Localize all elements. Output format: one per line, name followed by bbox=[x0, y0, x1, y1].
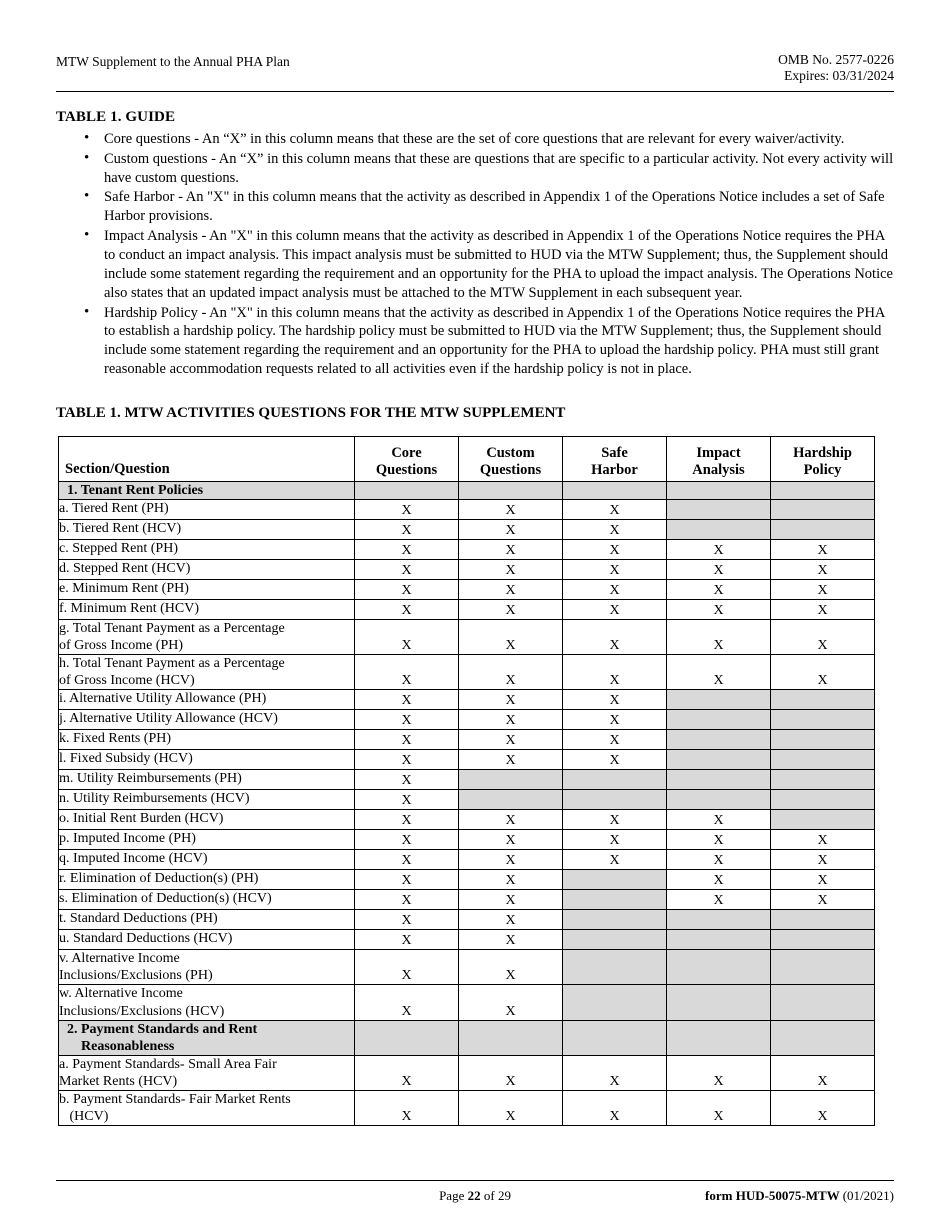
cell-mark: X bbox=[563, 750, 667, 770]
cell-mark: X bbox=[667, 579, 771, 599]
cell-mark: X bbox=[563, 690, 667, 710]
cell-mark: X bbox=[771, 870, 875, 890]
section-blank-cell bbox=[563, 481, 667, 499]
row-label bbox=[59, 655, 355, 690]
row-label: q. Imputed Income (HCV) bbox=[59, 850, 355, 870]
row-label-line1: g. Total Tenant Payment as a Percentage bbox=[59, 620, 285, 636]
cell-mark bbox=[771, 499, 875, 519]
cell-mark bbox=[771, 730, 875, 750]
column-header-custom-questions bbox=[459, 436, 563, 481]
cell-mark: X bbox=[459, 730, 563, 750]
section-blank-cell bbox=[459, 481, 563, 499]
table-row bbox=[59, 910, 875, 930]
cell-mark: X bbox=[355, 599, 459, 619]
row-label-line2: of Gross Income (PH) bbox=[59, 638, 184, 654]
cell-mark bbox=[771, 770, 875, 790]
cell-mark: X bbox=[771, 1090, 875, 1125]
cell-mark bbox=[771, 985, 875, 1020]
cell-mark: X bbox=[355, 870, 459, 890]
section-label bbox=[59, 1020, 355, 1055]
row-label: d. Stepped Rent (HCV) bbox=[59, 559, 355, 579]
cell-mark: X bbox=[355, 790, 459, 810]
row-label: b. Tiered Rent (HCV) bbox=[59, 519, 355, 539]
cell-mark: X bbox=[355, 710, 459, 730]
cell-mark: X bbox=[771, 579, 875, 599]
cell-mark: X bbox=[563, 619, 667, 654]
page-number-middle: of bbox=[480, 1188, 498, 1203]
omb-number: OMB No. 2577-0226 bbox=[778, 52, 894, 67]
table-row bbox=[59, 985, 875, 1020]
cell-mark bbox=[459, 770, 563, 790]
cell-mark: X bbox=[667, 830, 771, 850]
cell-mark: X bbox=[355, 579, 459, 599]
cell-mark: X bbox=[355, 690, 459, 710]
cell-mark: X bbox=[355, 519, 459, 539]
header-title: MTW Supplement to the Annual PHA Plan bbox=[56, 54, 290, 69]
cell-mark: X bbox=[563, 850, 667, 870]
cell-mark: X bbox=[355, 890, 459, 910]
cell-mark: X bbox=[355, 499, 459, 519]
cell-mark: X bbox=[459, 655, 563, 690]
column-header-safe-line2: Harbor bbox=[591, 461, 638, 478]
cell-mark: X bbox=[459, 499, 563, 519]
cell-mark: X bbox=[459, 1090, 563, 1125]
footer-content bbox=[56, 1188, 894, 1204]
column-header-core-line2: Questions bbox=[375, 461, 438, 478]
cell-mark: X bbox=[355, 850, 459, 870]
footer-divider bbox=[56, 1180, 894, 1181]
cell-mark: X bbox=[667, 1090, 771, 1125]
cell-mark: X bbox=[563, 579, 667, 599]
section-blank-cell bbox=[563, 1020, 667, 1055]
cell-mark: X bbox=[355, 1090, 459, 1125]
guide-bullet-custom: • Custom questions - An “X” in this column means that these are questions that are specific to a particular activity. Not every activity will have custom questions. bbox=[90, 150, 894, 188]
row-label: u. Standard Deductions (HCV) bbox=[59, 930, 355, 950]
cell-mark: X bbox=[771, 890, 875, 910]
row-label: e. Minimum Rent (PH) bbox=[59, 579, 355, 599]
table-title: TABLE 1. MTW ACTIVITIES QUESTIONS FOR THE MTW SUPPLEMENT bbox=[56, 404, 566, 421]
cell-mark: X bbox=[459, 810, 563, 830]
cell-mark: X bbox=[667, 890, 771, 910]
cell-mark bbox=[771, 750, 875, 770]
cell-mark: X bbox=[459, 1055, 563, 1090]
header-omb-block bbox=[778, 52, 894, 85]
cell-mark bbox=[771, 790, 875, 810]
cell-mark: X bbox=[771, 559, 875, 579]
page-footer bbox=[56, 1180, 894, 1204]
cell-mark: X bbox=[563, 710, 667, 730]
cell-mark: X bbox=[771, 1055, 875, 1090]
cell-mark: X bbox=[667, 870, 771, 890]
row-label: p. Imputed Income (PH) bbox=[59, 830, 355, 850]
row-label-line2: Market Rents (HCV) bbox=[59, 1073, 178, 1089]
cell-mark: X bbox=[355, 950, 459, 985]
cell-mark bbox=[563, 770, 667, 790]
column-header-section-question: Section/Question bbox=[59, 436, 355, 481]
cell-mark bbox=[667, 519, 771, 539]
cell-mark: X bbox=[459, 619, 563, 654]
cell-mark: X bbox=[459, 850, 563, 870]
cell-mark: X bbox=[459, 910, 563, 930]
cell-mark: X bbox=[667, 619, 771, 654]
row-label: a. Tiered Rent (PH) bbox=[59, 499, 355, 519]
row-label bbox=[59, 985, 355, 1020]
cell-mark: X bbox=[355, 910, 459, 930]
table-row bbox=[59, 930, 875, 950]
row-label-line1: w. Alternative Income bbox=[59, 986, 183, 1002]
cell-mark: X bbox=[771, 619, 875, 654]
table-row bbox=[59, 539, 875, 559]
cell-mark: X bbox=[563, 539, 667, 559]
table-row bbox=[59, 619, 875, 654]
column-header-hardship-line2: Policy bbox=[803, 461, 842, 478]
cell-mark: X bbox=[563, 599, 667, 619]
cell-mark bbox=[771, 950, 875, 985]
table-row bbox=[59, 499, 875, 519]
cell-mark: X bbox=[771, 655, 875, 690]
column-header-impact-analysis bbox=[667, 436, 771, 481]
cell-mark: X bbox=[667, 655, 771, 690]
column-header-hardship-line1: Hardship bbox=[793, 444, 852, 461]
cell-mark: X bbox=[667, 810, 771, 830]
table-row bbox=[59, 770, 875, 790]
row-label-line1: h. Total Tenant Payment as a Percentage bbox=[59, 656, 285, 672]
cell-mark: X bbox=[355, 1055, 459, 1090]
cell-mark: X bbox=[355, 559, 459, 579]
table-row bbox=[59, 1090, 875, 1125]
cell-mark bbox=[667, 790, 771, 810]
table-row bbox=[59, 810, 875, 830]
cell-mark: X bbox=[459, 599, 563, 619]
table-row bbox=[59, 870, 875, 890]
cell-mark: X bbox=[667, 850, 771, 870]
cell-mark: X bbox=[667, 1055, 771, 1090]
column-header-safe-line1: Safe bbox=[601, 444, 628, 461]
page-number-prefix: Page bbox=[439, 1188, 468, 1203]
cell-mark bbox=[771, 710, 875, 730]
cell-mark: X bbox=[667, 599, 771, 619]
cell-mark: X bbox=[355, 539, 459, 559]
header-divider bbox=[56, 91, 894, 92]
cell-mark: X bbox=[459, 710, 563, 730]
table-row bbox=[59, 710, 875, 730]
cell-mark: X bbox=[459, 690, 563, 710]
row-label-line1: b. Payment Standards- Fair Market Rents bbox=[59, 1091, 291, 1107]
table-section-row bbox=[59, 481, 875, 499]
guide-bullet-core: • Core questions - An “X” in this column means that these are the set of core questions that are relevant for every waiver/activity. bbox=[90, 130, 894, 149]
form-date: (01/2021) bbox=[842, 1188, 894, 1203]
cell-mark: X bbox=[459, 750, 563, 770]
table-row bbox=[59, 579, 875, 599]
table-row bbox=[59, 750, 875, 770]
row-label: r. Elimination of Deduction(s) (PH) bbox=[59, 870, 355, 890]
row-label-line1: a. Payment Standards- Small Area Fair bbox=[59, 1056, 277, 1072]
row-label: o. Initial Rent Burden (HCV) bbox=[59, 810, 355, 830]
cell-mark: X bbox=[667, 559, 771, 579]
row-label bbox=[59, 1055, 355, 1090]
row-label: j. Alternative Utility Allowance (HCV) bbox=[59, 710, 355, 730]
cell-mark: X bbox=[771, 830, 875, 850]
section-blank-cell bbox=[667, 481, 771, 499]
page-number-total: 29 bbox=[497, 1188, 511, 1203]
form-name: form HUD-50075-MTW bbox=[705, 1188, 840, 1203]
guide-bullet-safe-harbor: • Safe Harbor - An "X" in this column means that the activity as described in Appendix 1 of the Operations Notice includes a set of Safe Harbor provisions. bbox=[90, 188, 894, 226]
table-row bbox=[59, 850, 875, 870]
column-header-custom-line1: Custom bbox=[486, 444, 535, 461]
cell-mark: X bbox=[563, 1055, 667, 1090]
cell-mark: X bbox=[459, 930, 563, 950]
cell-mark: X bbox=[459, 559, 563, 579]
column-header-custom-line2: Questions bbox=[479, 461, 542, 478]
cell-mark bbox=[667, 750, 771, 770]
row-label-line2: Inclusions/Exclusions (PH) bbox=[59, 968, 213, 984]
table-row bbox=[59, 559, 875, 579]
section-blank-cell bbox=[771, 481, 875, 499]
table-row bbox=[59, 830, 875, 850]
section-blank-cell bbox=[355, 1020, 459, 1055]
cell-mark: X bbox=[667, 539, 771, 559]
cell-mark bbox=[667, 710, 771, 730]
cell-mark: X bbox=[355, 619, 459, 654]
table-row bbox=[59, 690, 875, 710]
section-blank-cell bbox=[771, 1020, 875, 1055]
row-label: i. Alternative Utility Allowance (PH) bbox=[59, 690, 355, 710]
mtw-activities-table bbox=[58, 436, 875, 1126]
cell-mark bbox=[667, 770, 771, 790]
cell-mark bbox=[667, 730, 771, 750]
cell-mark: X bbox=[563, 730, 667, 750]
cell-mark bbox=[771, 810, 875, 830]
section-blank-cell bbox=[355, 481, 459, 499]
cell-mark: X bbox=[459, 579, 563, 599]
cell-mark bbox=[771, 519, 875, 539]
row-label: f. Minimum Rent (HCV) bbox=[59, 599, 355, 619]
row-label: l. Fixed Subsidy (HCV) bbox=[59, 750, 355, 770]
row-label-line1: v. Alternative Income bbox=[59, 951, 180, 967]
row-label: m. Utility Reimbursements (PH) bbox=[59, 770, 355, 790]
cell-mark bbox=[563, 910, 667, 930]
column-header-core-line1: Core bbox=[391, 444, 422, 461]
cell-mark bbox=[667, 910, 771, 930]
row-label: c. Stepped Rent (PH) bbox=[59, 539, 355, 559]
cell-mark bbox=[563, 890, 667, 910]
cell-mark bbox=[771, 690, 875, 710]
page-number bbox=[56, 1188, 894, 1204]
row-label bbox=[59, 950, 355, 985]
cell-mark bbox=[771, 910, 875, 930]
row-label: s. Elimination of Deduction(s) (HCV) bbox=[59, 890, 355, 910]
table-row bbox=[59, 790, 875, 810]
table-row bbox=[59, 730, 875, 750]
cell-mark bbox=[563, 870, 667, 890]
cell-mark: X bbox=[459, 830, 563, 850]
column-header-safe-harbor bbox=[563, 436, 667, 481]
cell-mark bbox=[563, 930, 667, 950]
cell-mark bbox=[771, 930, 875, 950]
cell-mark: X bbox=[355, 655, 459, 690]
cell-mark: X bbox=[355, 930, 459, 950]
table-row bbox=[59, 519, 875, 539]
cell-mark bbox=[667, 690, 771, 710]
row-label: k. Fixed Rents (PH) bbox=[59, 730, 355, 750]
cell-mark: X bbox=[355, 770, 459, 790]
cell-mark bbox=[667, 499, 771, 519]
table-row bbox=[59, 1055, 875, 1090]
cell-mark: X bbox=[459, 985, 563, 1020]
cell-mark: X bbox=[459, 539, 563, 559]
guide-bullet-list bbox=[56, 130, 894, 379]
row-label-line2: (HCV) bbox=[59, 1109, 109, 1124]
cell-mark bbox=[667, 950, 771, 985]
cell-mark: X bbox=[563, 499, 667, 519]
omb-expires: Expires: 03/31/2024 bbox=[784, 68, 894, 84]
column-header-hardship-policy bbox=[771, 436, 875, 481]
section-label: 1. Tenant Rent Policies bbox=[59, 481, 355, 499]
table-row bbox=[59, 890, 875, 910]
column-header-impact-line2: Analysis bbox=[692, 461, 745, 478]
cell-mark: X bbox=[355, 830, 459, 850]
page-header bbox=[56, 52, 894, 85]
cell-mark: X bbox=[771, 850, 875, 870]
section-blank-cell bbox=[667, 1020, 771, 1055]
section-label-line1: 2. Payment Standards and Rent bbox=[67, 1021, 258, 1037]
row-label-line2: of Gross Income (HCV) bbox=[59, 673, 195, 689]
row-label bbox=[59, 619, 355, 654]
cell-mark bbox=[667, 985, 771, 1020]
cell-mark bbox=[563, 790, 667, 810]
cell-mark: X bbox=[459, 890, 563, 910]
cell-mark: X bbox=[355, 730, 459, 750]
column-header-core-questions bbox=[355, 436, 459, 481]
guide-bullet-hardship-policy: • Hardship Policy - An "X" in this column means that the activity as described in Appendix 1 of the Operations Notice requires the PHA to establish a hardship policy. The hardship policy must be submitted to HUD via the MTW Supplement; thus, the Supplement should include some statement regarding the requirement and an opportunity for the PHA to upload the hardship policy. PHA must still grant reasonable accommodation requests related to all activities even if the hardship policy is not in place. bbox=[90, 304, 894, 379]
table-section-row bbox=[59, 1020, 875, 1055]
cell-mark: X bbox=[563, 655, 667, 690]
section-label-line2: Reasonableness bbox=[81, 1038, 175, 1054]
cell-mark: X bbox=[771, 539, 875, 559]
cell-mark: X bbox=[563, 830, 667, 850]
row-label: n. Utility Reimbursements (HCV) bbox=[59, 790, 355, 810]
table-row bbox=[59, 950, 875, 985]
table-body bbox=[59, 481, 875, 1125]
cell-mark: X bbox=[355, 750, 459, 770]
table-header-row bbox=[59, 436, 875, 481]
cell-mark: X bbox=[355, 810, 459, 830]
row-label bbox=[59, 1090, 355, 1125]
page-number-current: 22 bbox=[467, 1188, 481, 1203]
cell-mark: X bbox=[771, 599, 875, 619]
cell-mark: X bbox=[459, 870, 563, 890]
cell-mark bbox=[563, 950, 667, 985]
cell-mark bbox=[459, 790, 563, 810]
table-row bbox=[59, 655, 875, 690]
cell-mark: X bbox=[355, 985, 459, 1020]
cell-mark: X bbox=[459, 950, 563, 985]
guide-title: TABLE 1. GUIDE bbox=[56, 108, 176, 125]
guide-bullet-impact-analysis: • Impact Analysis - An "X" in this column means that the activity as described in Appendix 1 of the Operations Notice requires the PHA to conduct an impact analysis. This impact analysis must be submitted to HUD via the MTW Supplement; thus, the Supplement should include some statement regarding the requirement and an opportunity for the PHA to upload the impact analysis. The Operations Notice also states that an updated impact analysis must be attached to the MTW Supplement in each subsequent year. bbox=[90, 227, 894, 302]
cell-mark bbox=[667, 930, 771, 950]
section-blank-cell bbox=[459, 1020, 563, 1055]
cell-mark bbox=[563, 985, 667, 1020]
row-label: t. Standard Deductions (PH) bbox=[59, 910, 355, 930]
cell-mark: X bbox=[563, 519, 667, 539]
column-header-impact-line1: Impact bbox=[696, 444, 741, 461]
cell-mark: X bbox=[459, 519, 563, 539]
cell-mark: X bbox=[563, 559, 667, 579]
cell-mark: X bbox=[563, 810, 667, 830]
table-row bbox=[59, 599, 875, 619]
row-label-line2: Inclusions/Exclusions (HCV) bbox=[59, 1003, 225, 1019]
cell-mark: X bbox=[563, 1090, 667, 1125]
